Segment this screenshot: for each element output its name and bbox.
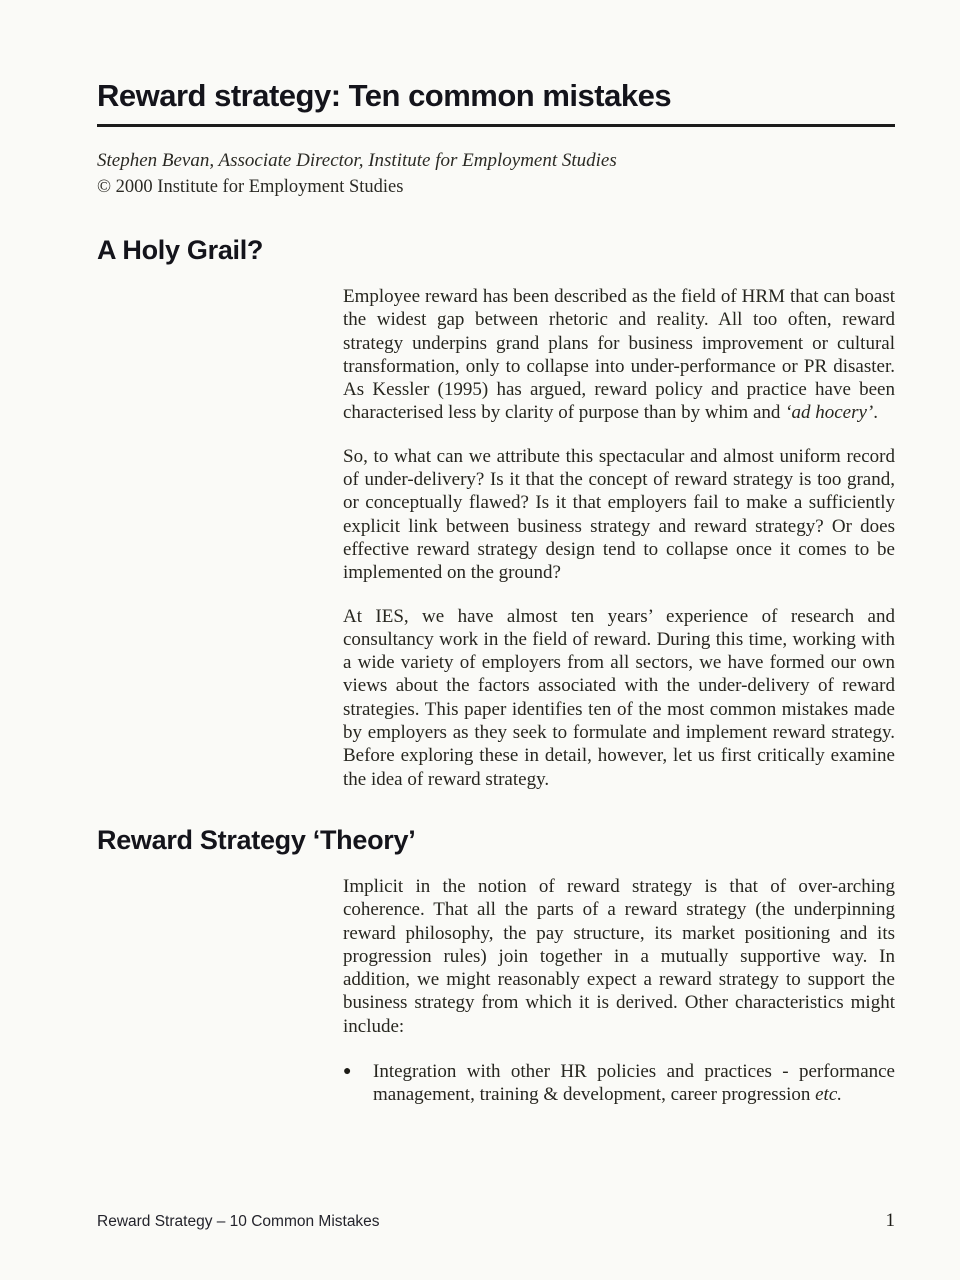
- section-reward-strategy-theory: [97, 823, 895, 1107]
- footer-title: Reward Strategy – 10 Common Mistakes: [97, 1213, 380, 1230]
- paragraph: Implicit in the notion of reward strategy is that of over-arching coherence. That all the parts of a reward strategy (the underpinning reward philosophy, the pay structure, its market positioning and its progression rules) join together in a mutually supportive way. In addition, we might reasonably expect a reward strategy to support the business strategy from which it is derived. Other characteristics might include:: [343, 875, 895, 1037]
- section-holy-grail: [97, 233, 895, 791]
- page-footer: [97, 1210, 895, 1232]
- bullet-list: [343, 1060, 895, 1107]
- author-line: Stephen Bevan, Associate Director, Institute for Employment Studies: [97, 150, 617, 171]
- bullet-icon: ●: [343, 1064, 352, 1080]
- paragraph: Employee reward has been described as the field of HRM that can boast the widest gap between rhetoric and reality. All too often, reward strategy underpins grand plans for business improvement or cultural transformation, only to collapse into under-performance or PR disaster. As Kessler (1995) has argued, reward policy and practice have been characterised less by clarity of purpose than by whim and ‘ad hocery’.: [343, 286, 895, 424]
- paragraph: At IES, we have almost ten years’ experience of research and consultancy work in the field of reward. During this time, working with a wide variety of employers from all sectors, we have formed our own views about the factors associated with the under-delivery of reward strategies. This paper identifies ten of the most common mistakes made by employers as they seek to formulate and implement reward strategy. Before exploring these in detail, however, let us first critically examine the idea of reward strategy.: [343, 605, 895, 790]
- paragraph: So, to what can we attribute this spectacular and almost uniform record of under-delivery? Is it that the concept of reward strategy is too grand, or conceptually flawed? Is it that employers fail to make a sufficiently explicit link between business strategy and reward strategy? Or does effective reward strategy design tend to collapse once it comes to be implemented on the ground?: [343, 445, 895, 584]
- section-heading: A Holy Grail?: [97, 235, 264, 265]
- bullet-text: Integration with other HR policies and practices - performance management, training & development, career progression etc.: [373, 1061, 895, 1106]
- page-number: 1: [885, 1210, 895, 1231]
- document-title: Reward strategy: Ten common mistakes: [97, 78, 895, 127]
- copyright-line: © 2000 Institute for Employment Studies: [97, 177, 404, 197]
- section-heading: Reward Strategy ‘Theory’: [97, 824, 416, 855]
- bullet-item: [343, 1060, 895, 1107]
- page-content: [97, 78, 895, 1107]
